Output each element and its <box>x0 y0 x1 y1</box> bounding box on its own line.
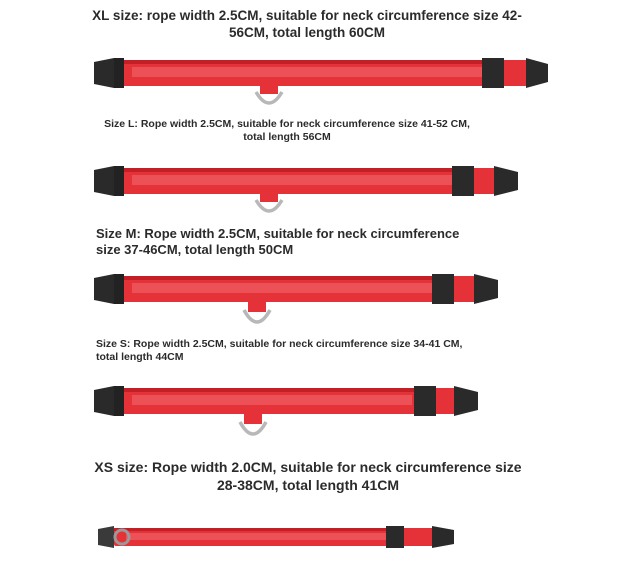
caption-xl-size: XL size: rope width 2.5CM, suitable for neck circumference size 42-56CM, total length 60CM <box>92 8 522 40</box>
collar-xs-image <box>96 520 466 556</box>
collar-l-image <box>92 160 532 222</box>
collar-m-image <box>92 268 512 334</box>
caption-m-size: Size M: Rope width 2.5CM, suitable for neck circumference size 37-46CM, total length 50CM <box>96 226 460 258</box>
collar-s-image <box>92 380 492 446</box>
caption-l-size: Size L: Rope width 2.5CM, suitable for neck circumference size 41-52 CM, total length 56CM <box>104 118 470 144</box>
collar-xl-image <box>92 52 552 114</box>
caption-s-size: Size S: Rope width 2.5CM, suitable for neck circumference size 34-41 CM, total length 44CM <box>96 338 463 364</box>
caption-xs-size: XS size: Rope width 2.0CM, suitable for neck circumference size 28-38CM, total length 41CM <box>94 459 522 493</box>
